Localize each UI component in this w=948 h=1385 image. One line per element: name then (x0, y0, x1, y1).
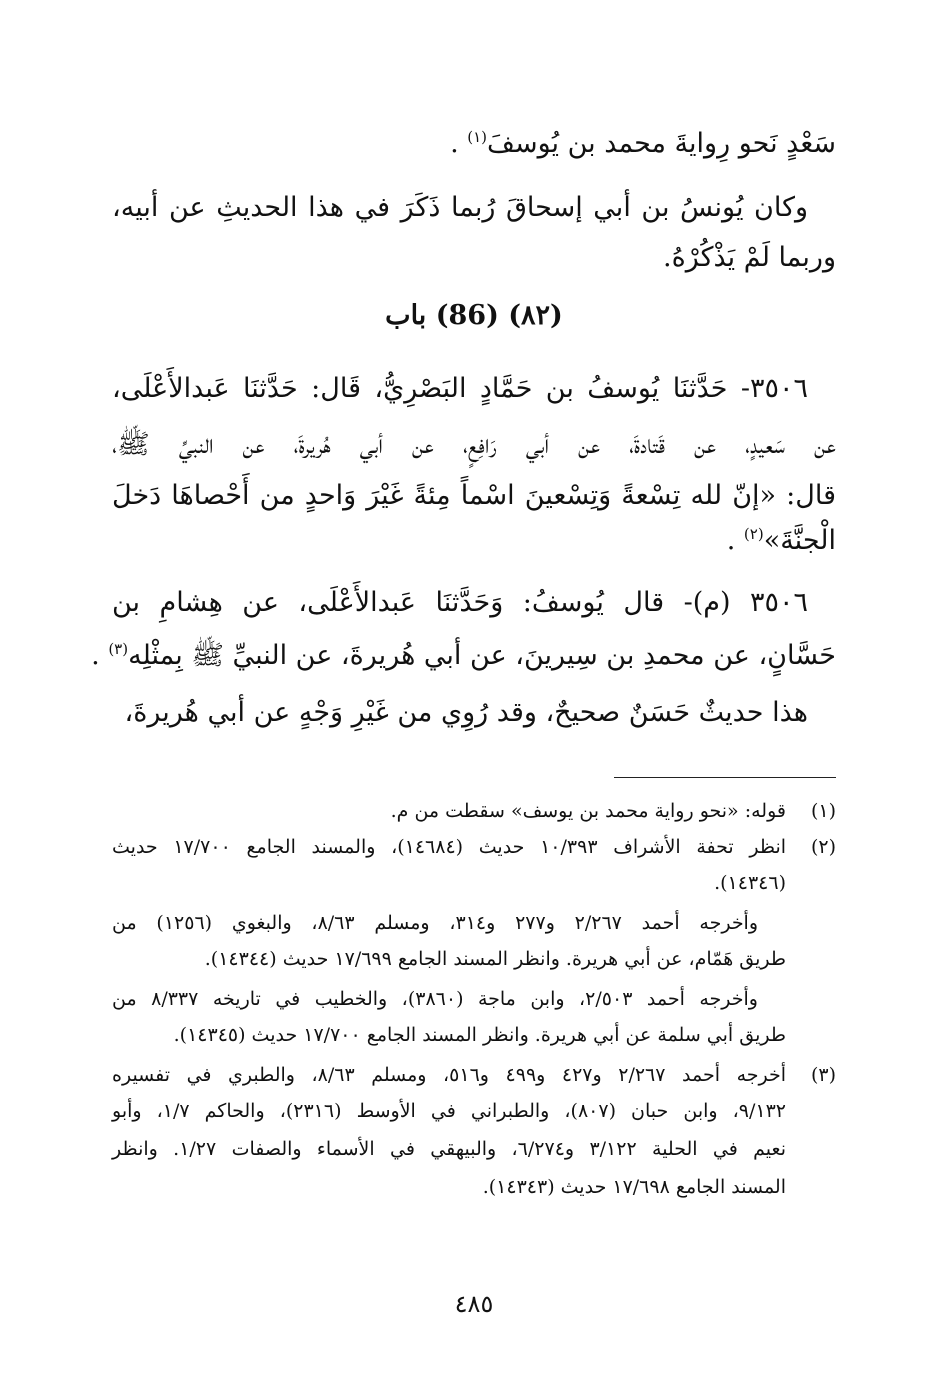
hadith-3506-line-2: عن سَعيدٍ، عن قَتادةَ، عن أبي رَافِعٍ، عن أبي هُريرةَ، عن النبيِّ ﷺ، (112, 429, 836, 460)
paragraph-1-text: سَعْدٍ نَحو رِوايةَ محمد بن يُوسفَ (487, 128, 836, 159)
footnote-2-number: (٢) (810, 836, 836, 858)
hadith-3506-line-1: ٣٥٠٦- حَدَّثنَا يُوسفُ بن حَمَّادٍ البَصْرِيُّ، قَال: حَدَّثنَا عَبدالأَعْلَى، (112, 373, 808, 404)
paragraph-1-line (112, 128, 836, 159)
hadith-3506-line-4-end: . (726, 525, 744, 556)
paragraph-1-end: . (450, 128, 468, 159)
chapter-heading: (٨٢) (86) باب (385, 300, 563, 331)
hadith-3506-line-4-text: الْجنَّةَ» (763, 525, 836, 556)
footnote-ref-3: (٣) (108, 640, 129, 658)
footnote-3-line-1: أخرجه أحمد ٢/٢٦٧ و٤٢٧ و٤٩٩ و٥١٦، ومسلم ٨/٦٣، والطبري في تفسيره (112, 1064, 787, 1086)
hadith-3506m-line-1: ٣٥٠٦ (م)- قال يُوسفُ: وَحَدَّثنَا عَبدالأَعْلَى، عن هِشامِ بن (112, 587, 808, 618)
footnote-3-number: (٣) (810, 1064, 836, 1086)
page-number: ٤٨٥ (454, 1290, 494, 1318)
paragraph-2-line-2: وربما لَمْ يَذْكُرْهُ. (663, 242, 836, 273)
paragraph-2-line-1: وكان يُونسُ بن أبي إسحاقَ رُبما ذَكَرَ في هذا الحديثِ عن أبيه، (112, 192, 808, 223)
footnote-1-line-1: قوله: «نحو رواية محمد بن يوسف» سقطت من م. (390, 800, 786, 822)
footnote-3-line-3: نعيم في الحلية ٣/١٢٢ و٦/٢٧٤، والبيهقي في الأسماء والصفات ١/٢٧. وانظر (112, 1138, 786, 1160)
hadith-3506-line-3: قال: «إنّ لله تِسْعةً وَتِسْعينَ اسْماً مِئةً غَيْرَ وَاحدٍ من أَحْصاهَا دَخلَ (112, 480, 836, 511)
footnote-3-line-2: ٩/١٣٢، وابن حبان (٨٠٧)، والطبراني في الأوسط (٢٣١٦)، والحاكم ١/٧، وأبو (112, 1100, 786, 1122)
footnote-2-line-6: طريق أبي سلمة عن أبي هريرة. وانظر المسند الجامع ١٧/٧٠٠ حديث (١٤٣٤٥). (173, 1024, 786, 1046)
paragraph-3-line: هذا حديثٌ حَسَنٌ صحيحٌ، وقد رُوِي من غَيْرِ وَجْهٍ عن أبي هُريرةَ، (124, 697, 808, 728)
footnote-separator (614, 777, 836, 778)
footnote-1-number: (١) (810, 800, 836, 822)
hadith-3506-line-4 (112, 525, 836, 556)
hadith-3506m-line-2-text: حَسَّانٍ، عن محمدِ بن سِيرينَ، عن أبي هُريرةَ، عن النبيِّ ﷺ بِمثْلِه (128, 640, 836, 671)
footnote-ref-2: (٢) (743, 525, 764, 543)
footnote-2-line-1: انظر تحفة الأشراف ١٠/٣٩٣ حديث (١٤٦٨٤)، والمسند الجامع ١٧/٧٠٠ حديث (112, 836, 787, 858)
hadith-3506m-line-2 (91, 638, 836, 678)
footnote-3-line-4: المسند الجامع ١٧/٦٩٨ حديث (١٤٣٤٣). (482, 1176, 786, 1198)
footnote-2-line-4: طريق هَمّام، عن أبي هريرة. وانظر المسند الجامع ١٧/٦٩٩ حديث (١٤٣٤٤). (204, 948, 786, 970)
hadith-3506m-line-2-end: . (91, 640, 109, 671)
footnote-2-line-5: وأخرجه أحمد ٢/٥٠٣، وابن ماجة (٣٨٦٠)، والخطيب في تاريخه ٨/٣٣٧ من (112, 988, 758, 1010)
footnote-2-line-3: وأخرجه أحمد ٢/٢٦٧ و٢٧٧ و٣١٤، ومسلم ٨/٦٣، والبغوي (١٢٥٦) من (112, 912, 759, 934)
footnote-2-line-2: (١٤٣٤٦). (714, 872, 786, 894)
footnote-ref-1: (١) (467, 128, 488, 146)
